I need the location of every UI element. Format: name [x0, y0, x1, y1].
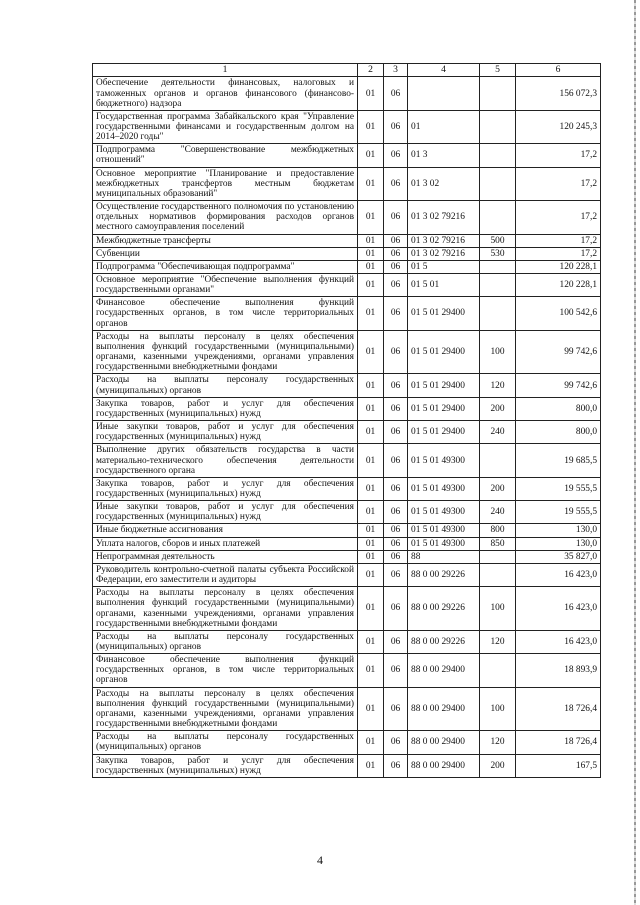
subsection-code-cell: 06 — [384, 550, 408, 563]
target-article-cell: 01 5 01 49300 — [408, 537, 480, 550]
amount-cell: 17,2 — [516, 234, 601, 247]
target-article-cell: 01 5 01 29400 — [408, 297, 480, 330]
section-code-cell: 01 — [358, 731, 384, 754]
subsection-code-cell: 06 — [384, 731, 408, 754]
expense-name-cell: Расходы на выплаты персоналу государственных (муниципальных) органов — [93, 374, 358, 397]
table-row — [93, 630, 601, 653]
expense-name-cell: Подпрограмма "Обеспечивающая подпрограмма" — [93, 260, 358, 273]
amount-cell: 19 555,5 — [516, 501, 601, 524]
expense-name-cell: Иные закупки товаров, работ и услуг для обеспечения государственных (муниципальных) нужд — [93, 421, 358, 444]
expense-name-cell: Межбюджетные трансферты — [93, 234, 358, 247]
expense-type-cell — [480, 550, 516, 563]
subsection-code-cell: 06 — [384, 687, 408, 731]
subsection-code-cell: 06 — [384, 397, 408, 420]
section-code-cell: 01 — [358, 247, 384, 260]
table-row — [93, 537, 601, 550]
expense-type-cell — [480, 77, 516, 110]
expense-type-cell: 240 — [480, 421, 516, 444]
target-article-cell: 88 0 00 29226 — [408, 630, 480, 653]
expense-type-cell — [480, 201, 516, 234]
section-code-cell: 01 — [358, 77, 384, 110]
expense-type-cell: 200 — [480, 477, 516, 500]
amount-cell: 120 228,1 — [516, 274, 601, 297]
table-row — [93, 260, 601, 273]
amount-cell: 17,2 — [516, 167, 601, 200]
section-code-cell: 01 — [358, 444, 384, 477]
expense-name-cell: Основное мероприятие "Обеспечение выполнения функций государственными органами" — [93, 274, 358, 297]
table-row — [93, 444, 601, 477]
section-code-cell: 01 — [358, 421, 384, 444]
expense-type-cell: 200 — [480, 754, 516, 777]
table-row — [93, 77, 601, 110]
subsection-code-cell: 06 — [384, 563, 408, 586]
column-header-5: 5 — [480, 64, 516, 77]
budget-table — [92, 63, 601, 778]
expense-name-cell: Обеспечение деятельности финансовых, налоговых и таможенных органов и органов финансового (финансово-бюджетного) надзора — [93, 77, 358, 110]
target-article-cell: 01 5 — [408, 260, 480, 273]
amount-cell: 35 827,0 — [516, 550, 601, 563]
amount-cell: 16 423,0 — [516, 630, 601, 653]
section-code-cell: 01 — [358, 630, 384, 653]
expense-type-cell — [480, 144, 516, 167]
column-header-3: 3 — [384, 64, 408, 77]
expense-name-cell: Расходы на выплаты персоналу в целях обеспечения выполнения функций государственными (муниципальными) органами, казенными учреждениями, органами управления государственными внебюджетными фондами — [93, 587, 358, 631]
table-row — [93, 421, 601, 444]
target-article-cell: 01 3 02 — [408, 167, 480, 200]
column-header-2: 2 — [358, 64, 384, 77]
section-code-cell: 01 — [358, 201, 384, 234]
expense-type-cell — [480, 260, 516, 273]
subsection-code-cell: 06 — [384, 234, 408, 247]
expense-type-cell — [480, 297, 516, 330]
section-code-cell: 01 — [358, 537, 384, 550]
subsection-code-cell: 06 — [384, 110, 408, 143]
section-code-cell: 01 — [358, 144, 384, 167]
amount-cell: 99 742,6 — [516, 374, 601, 397]
subsection-code-cell: 06 — [384, 274, 408, 297]
subsection-code-cell: 06 — [384, 247, 408, 260]
expense-name-cell: Основное мероприятие "Планирование и предоставление межбюджетных трансфертов местным бюджетам муниципальных образований" — [93, 167, 358, 200]
column-number-row — [93, 64, 601, 77]
section-code-cell: 01 — [358, 754, 384, 777]
target-article-cell: 88 0 00 29226 — [408, 563, 480, 586]
expense-name-cell: Расходы на выплаты персоналу в целях обеспечения выполнения функций государственными (муниципальными) органами, казенными учреждениями, органами управления государственными внебюджетными фондами — [93, 687, 358, 731]
expense-type-cell — [480, 167, 516, 200]
table-row — [93, 477, 601, 500]
subsection-code-cell: 06 — [384, 524, 408, 537]
table-row — [93, 167, 601, 200]
section-code-cell: 01 — [358, 654, 384, 687]
expense-type-cell: 100 — [480, 687, 516, 731]
section-code-cell: 01 — [358, 563, 384, 586]
expense-type-cell — [480, 274, 516, 297]
section-code-cell: 01 — [358, 274, 384, 297]
subsection-code-cell: 06 — [384, 587, 408, 631]
expense-name-cell: Закупка товаров, работ и услуг для обеспечения государственных (муниципальных) нужд — [93, 397, 358, 420]
expense-name-cell: Финансовое обеспечение выполнения функций государственных органов, в том числе территориальных органов — [93, 654, 358, 687]
amount-cell: 120 228,1 — [516, 260, 601, 273]
expense-name-cell: Иные закупки товаров, работ и услуг для обеспечения государственных (муниципальных) нужд — [93, 501, 358, 524]
target-article-cell: 01 5 01 49300 — [408, 501, 480, 524]
expense-type-cell: 500 — [480, 234, 516, 247]
expense-name-cell: Закупка товаров, работ и услуг для обеспечения государственных (муниципальных) нужд — [93, 754, 358, 777]
target-article-cell: 88 0 00 29400 — [408, 731, 480, 754]
table-row — [93, 654, 601, 687]
table-row — [93, 731, 601, 754]
table-row — [93, 330, 601, 374]
table-row — [93, 587, 601, 631]
budget-table-body — [93, 64, 601, 778]
expense-type-cell: 100 — [480, 330, 516, 374]
subsection-code-cell: 06 — [384, 537, 408, 550]
target-article-cell: 88 0 00 29400 — [408, 687, 480, 731]
amount-cell: 19 555,5 — [516, 477, 601, 500]
expense-type-cell: 800 — [480, 524, 516, 537]
table-row — [93, 397, 601, 420]
target-article-cell: 01 5 01 49300 — [408, 477, 480, 500]
table-row — [93, 524, 601, 537]
section-code-cell: 01 — [358, 687, 384, 731]
subsection-code-cell: 06 — [384, 630, 408, 653]
subsection-code-cell: 06 — [384, 260, 408, 273]
section-code-cell: 01 — [358, 477, 384, 500]
subsection-code-cell: 06 — [384, 297, 408, 330]
section-code-cell: 01 — [358, 234, 384, 247]
expense-name-cell: Финансовое обеспечение выполнения функций государственных органов, в том числе территориальных органов — [93, 297, 358, 330]
expense-type-cell — [480, 563, 516, 586]
expense-type-cell: 240 — [480, 501, 516, 524]
table-row — [93, 754, 601, 777]
amount-cell: 167,5 — [516, 754, 601, 777]
subsection-code-cell: 06 — [384, 421, 408, 444]
expense-type-cell — [480, 444, 516, 477]
section-code-cell: 01 — [358, 550, 384, 563]
amount-cell: 19 685,5 — [516, 444, 601, 477]
expense-name-cell: Осуществление государственного полномочия по установлению отдельных нормативов формирования расходов органов местного самоуправления поселений — [93, 201, 358, 234]
section-code-cell: 01 — [358, 330, 384, 374]
table-row — [93, 247, 601, 260]
expense-name-cell: Расходы на выплаты персоналу государственных (муниципальных) органов — [93, 731, 358, 754]
table-row — [93, 563, 601, 586]
table-row — [93, 297, 601, 330]
subsection-code-cell: 06 — [384, 444, 408, 477]
expense-name-cell: Закупка товаров, работ и услуг для обеспечения государственных (муниципальных) нужд — [93, 477, 358, 500]
expense-type-cell: 530 — [480, 247, 516, 260]
subsection-code-cell: 06 — [384, 654, 408, 687]
expense-name-cell: Выполнение других обязательств государства в части материально-технического обеспечения деятельности государственного органа — [93, 444, 358, 477]
target-article-cell: 01 3 02 79216 — [408, 247, 480, 260]
table-row — [93, 110, 601, 143]
target-article-cell: 01 5 01 — [408, 274, 480, 297]
section-code-cell: 01 — [358, 110, 384, 143]
expense-name-cell: Руководитель контрольно-счетной палаты субъекта Российской Федерации, его заместители и аудиторы — [93, 563, 358, 586]
column-header-1: 1 — [93, 64, 358, 77]
section-code-cell: 01 — [358, 524, 384, 537]
page-number: 4 — [317, 853, 323, 867]
subsection-code-cell: 06 — [384, 477, 408, 500]
subsection-code-cell: 06 — [384, 144, 408, 167]
table-row — [93, 201, 601, 234]
target-article-cell: 01 5 01 29400 — [408, 330, 480, 374]
amount-cell: 18 893,9 — [516, 654, 601, 687]
target-article-cell — [408, 77, 480, 110]
amount-cell: 130,0 — [516, 524, 601, 537]
target-article-cell: 01 3 02 79216 — [408, 201, 480, 234]
table-row — [93, 501, 601, 524]
table-row — [93, 374, 601, 397]
target-article-cell: 01 5 01 49300 — [408, 444, 480, 477]
target-article-cell: 01 5 01 49300 — [408, 524, 480, 537]
table-row — [93, 550, 601, 563]
amount-cell: 17,2 — [516, 247, 601, 260]
section-code-cell: 01 — [358, 260, 384, 273]
target-article-cell: 01 5 01 29400 — [408, 397, 480, 420]
expense-name-cell: Расходы на выплаты персоналу в целях обеспечения выполнения функций государственными (муниципальными) органами, казенными учреждениями, органами управления государственными внебюджетными фондами — [93, 330, 358, 374]
table-row — [93, 234, 601, 247]
target-article-cell: 01 5 01 29400 — [408, 374, 480, 397]
section-code-cell: 01 — [358, 397, 384, 420]
expense-name-cell: Уплата налогов, сборов и иных платежей — [93, 537, 358, 550]
table-row — [93, 274, 601, 297]
amount-cell: 17,2 — [516, 201, 601, 234]
expense-name-cell: Непрограммная деятельность — [93, 550, 358, 563]
page-edge-shadow — [634, 0, 636, 905]
amount-cell: 18 726,4 — [516, 687, 601, 731]
section-code-cell: 01 — [358, 587, 384, 631]
expense-type-cell — [480, 110, 516, 143]
subsection-code-cell: 06 — [384, 374, 408, 397]
amount-cell: 16 423,0 — [516, 563, 601, 586]
expense-type-cell: 120 — [480, 731, 516, 754]
target-article-cell: 88 0 00 29400 — [408, 754, 480, 777]
amount-cell: 17,2 — [516, 144, 601, 167]
section-code-cell: 01 — [358, 167, 384, 200]
amount-cell: 130,0 — [516, 537, 601, 550]
subsection-code-cell: 06 — [384, 167, 408, 200]
expense-type-cell: 120 — [480, 630, 516, 653]
section-code-cell: 01 — [358, 374, 384, 397]
section-code-cell: 01 — [358, 297, 384, 330]
expense-type-cell: 100 — [480, 587, 516, 631]
amount-cell: 156 072,3 — [516, 77, 601, 110]
subsection-code-cell: 06 — [384, 77, 408, 110]
amount-cell: 800,0 — [516, 397, 601, 420]
target-article-cell: 88 0 00 29226 — [408, 587, 480, 631]
amount-cell: 120 245,3 — [516, 110, 601, 143]
target-article-cell: 88 0 00 29400 — [408, 654, 480, 687]
expense-name-cell: Подпрограмма "Совершенствование межбюджетных отношений" — [93, 144, 358, 167]
column-header-4: 4 — [408, 64, 480, 77]
target-article-cell: 88 — [408, 550, 480, 563]
expense-type-cell: 120 — [480, 374, 516, 397]
table-row — [93, 144, 601, 167]
table-row — [93, 687, 601, 731]
amount-cell: 18 726,4 — [516, 731, 601, 754]
expense-name-cell: Иные бюджетные ассигнования — [93, 524, 358, 537]
section-code-cell: 01 — [358, 501, 384, 524]
expense-type-cell: 850 — [480, 537, 516, 550]
expense-type-cell — [480, 654, 516, 687]
amount-cell: 100 542,6 — [516, 297, 601, 330]
expense-name-cell: Государственная программа Забайкальского края "Управление государственными финансами и государственным долгом на 2014–2020 годы" — [93, 110, 358, 143]
subsection-code-cell: 06 — [384, 201, 408, 234]
target-article-cell: 01 5 01 29400 — [408, 421, 480, 444]
subsection-code-cell: 06 — [384, 330, 408, 374]
target-article-cell: 01 3 — [408, 144, 480, 167]
expense-name-cell: Расходы на выплаты персоналу государственных (муниципальных) органов — [93, 630, 358, 653]
target-article-cell: 01 3 02 79216 — [408, 234, 480, 247]
amount-cell: 16 423,0 — [516, 587, 601, 631]
subsection-code-cell: 06 — [384, 754, 408, 777]
expense-name-cell: Субвенции — [93, 247, 358, 260]
column-header-6: 6 — [516, 64, 601, 77]
amount-cell: 99 742,6 — [516, 330, 601, 374]
target-article-cell: 01 — [408, 110, 480, 143]
expense-type-cell: 200 — [480, 397, 516, 420]
subsection-code-cell: 06 — [384, 501, 408, 524]
amount-cell: 800,0 — [516, 421, 601, 444]
